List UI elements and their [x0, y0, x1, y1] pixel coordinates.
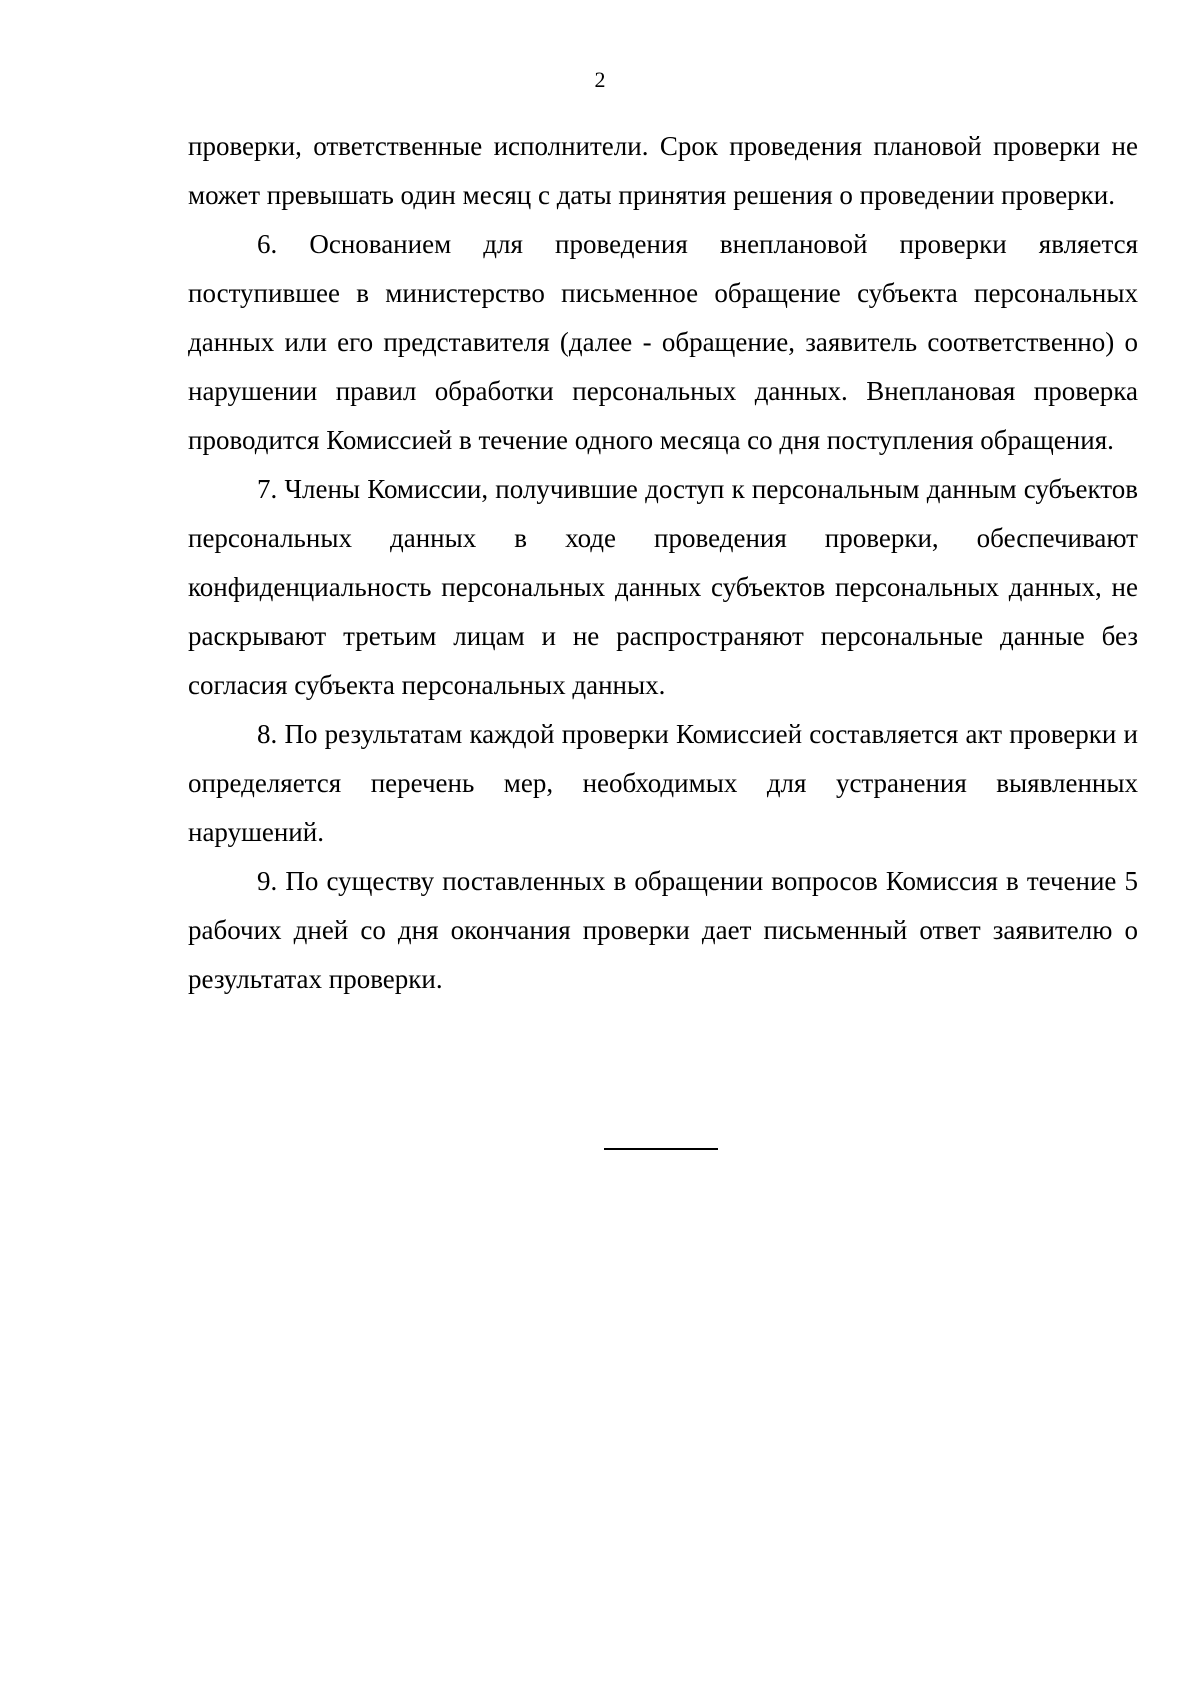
end-of-document-rule: [604, 1148, 718, 1150]
paragraph-6: 6. Основанием для проведения внеплановой проверки является поступившее в министерство письменное обращение субъекта персональных данных или его представителя (далее - обращение, заявитель соответственно) о нарушении правил обработки персональных данных. Внеплановая проверка проводится Комиссией в течение одного месяца со дня поступления обращения.: [188, 229, 1138, 455]
paragraph-8: 8. По результатам каждой проверки Комиссией составляется акт проверки и определяется перечень мер, необходимых для устранения выявленных нарушений.: [188, 719, 1138, 847]
page-number: 2: [594, 67, 606, 92]
paragraph-9: 9. По существу поставленных в обращении вопросов Комиссия в течение 5 рабочих дней со дня окончания проверки дает письменный ответ заявителю о результатах проверки.: [188, 866, 1138, 994]
paragraph-7: 7. Члены Комиссии, получившие доступ к персональным данным субъектов персональных данных в ходе проведения проверки, обеспечивают конфиденциальность персональных данных субъектов персональных данных, не раскрывают третьим лицам и не распространяют персональные данные без согласия субъекта персональных данных.: [188, 474, 1138, 700]
document-body: [188, 122, 1138, 1004]
paragraph-continuation: проверки, ответственные исполнители. Срок проведения плановой проверки не может превышать один месяц с даты принятия решения о проведении проверки.: [188, 131, 1138, 210]
